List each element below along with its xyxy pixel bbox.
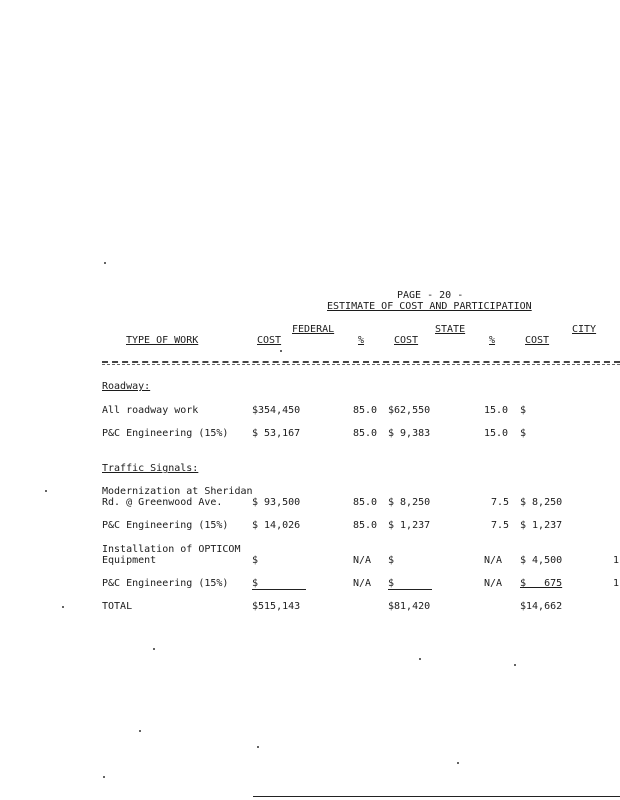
row-total-type: TOTAL: [102, 601, 133, 612]
header-federal: FEDERAL: [292, 324, 335, 335]
header-federal-pct: %: [358, 335, 365, 346]
scan-speck: [514, 664, 516, 666]
row-pe-eng-3-type: P&C Engineering (15%): [102, 578, 229, 589]
header-divider: [102, 361, 620, 363]
row-all-roadway-city-cost: $: [520, 405, 527, 416]
row-pe-eng-3-state-pct: N/A: [484, 578, 503, 589]
row-pe-eng-1-type: P&C Engineering (15%): [102, 428, 229, 439]
row-modernization-fed-pct: 85.0: [353, 497, 378, 508]
row-opticom-city-pct: 1: [613, 555, 620, 566]
scan-speck: [419, 658, 421, 660]
row-all-roadway-type: All roadway work: [102, 405, 199, 416]
row-modernization-type-line2: Rd. @ Greenwood Ave.: [102, 497, 223, 508]
header-state-pct: %: [489, 335, 496, 346]
row-all-roadway-state-pct: 15.0: [484, 405, 509, 416]
scan-speck: [103, 776, 105, 778]
row-pe-eng-2-type: P&C Engineering (15%): [102, 520, 229, 531]
row-pe-eng-3-fed-pct: N/A: [353, 578, 372, 589]
row-all-roadway-state-cost: $62,550: [388, 405, 431, 416]
section-traffic-signals: Traffic Signals:: [102, 463, 199, 474]
header-city-cost: COST: [525, 335, 550, 346]
scan-speck: [139, 730, 141, 732]
row-pe-eng-2-state-cost: $ 1,237: [388, 520, 431, 531]
row-opticom-city-cost: $ 4,500: [520, 555, 563, 566]
row-total-state-cost: $81,420: [388, 601, 431, 612]
row-all-roadway-fed-cost: $354,450: [252, 405, 301, 416]
scan-speck: [457, 762, 459, 764]
state-cost-blank-line: [388, 589, 432, 590]
section-roadway: Roadway:: [102, 381, 151, 392]
row-opticom-type-line2: Equipment: [102, 555, 157, 566]
scan-speck: [104, 262, 106, 264]
row-modernization-fed-cost: $ 93,500: [252, 497, 301, 508]
header-city: CITY: [572, 324, 597, 335]
header-state-cost: COST: [394, 335, 419, 346]
row-modernization-state-cost: $ 8,250: [388, 497, 431, 508]
footer-rule: [253, 796, 620, 797]
scan-speck: [153, 648, 155, 650]
header-federal-cost: COST: [257, 335, 282, 346]
page-label: PAGE - 20 -: [397, 290, 464, 301]
row-pe-eng-1-fed-pct: 85.0: [353, 428, 378, 439]
row-opticom-state-pct: N/A: [484, 555, 503, 566]
row-modernization-city-cost: $ 8,250: [520, 497, 563, 508]
scan-speck: [280, 350, 282, 352]
row-pe-eng-1-city-cost: $: [520, 428, 527, 439]
row-pe-eng-1-fed-cost: $ 53,167: [252, 428, 301, 439]
header-type-of-work: TYPE OF WORK: [126, 335, 199, 346]
header-state: STATE: [435, 324, 466, 335]
row-total-city-cost: $14,662: [520, 601, 563, 612]
row-total-fed-cost: $515,143: [252, 601, 301, 612]
header-divider-second: [102, 364, 620, 365]
page-title: ESTIMATE OF COST AND PARTICIPATION: [327, 301, 532, 312]
fed-cost-blank-line: [252, 589, 306, 590]
row-opticom-fed-cost: $: [252, 555, 259, 566]
row-opticom-type-line1: Installation of OPTICOM: [102, 544, 241, 555]
scan-speck: [45, 490, 47, 492]
row-pe-eng-1-state-pct: 15.0: [484, 428, 509, 439]
row-pe-eng-2-city-cost: $ 1,237: [520, 520, 563, 531]
row-pe-eng-2-fed-cost: $ 14,026: [252, 520, 301, 531]
scan-speck: [257, 746, 259, 748]
row-pe-eng-1-state-cost: $ 9,383: [388, 428, 431, 439]
row-pe-eng-3-city-pct: 1: [613, 578, 620, 589]
row-pe-eng-2-state-pct: 7.5: [491, 520, 510, 531]
row-pe-eng-3-city-cost: $ 675: [520, 578, 563, 589]
row-pe-eng-2-fed-pct: 85.0: [353, 520, 378, 531]
row-all-roadway-fed-pct: 85.0: [353, 405, 378, 416]
row-pe-eng-3-fed-cost: $: [252, 578, 259, 589]
row-modernization-state-pct: 7.5: [491, 497, 510, 508]
row-opticom-fed-pct: N/A: [353, 555, 372, 566]
row-opticom-state-cost: $: [388, 555, 395, 566]
row-pe-eng-3-state-cost: $: [388, 578, 395, 589]
scan-speck: [62, 606, 64, 608]
row-modernization-type-line1: Modernization at Sheridan: [102, 486, 253, 497]
